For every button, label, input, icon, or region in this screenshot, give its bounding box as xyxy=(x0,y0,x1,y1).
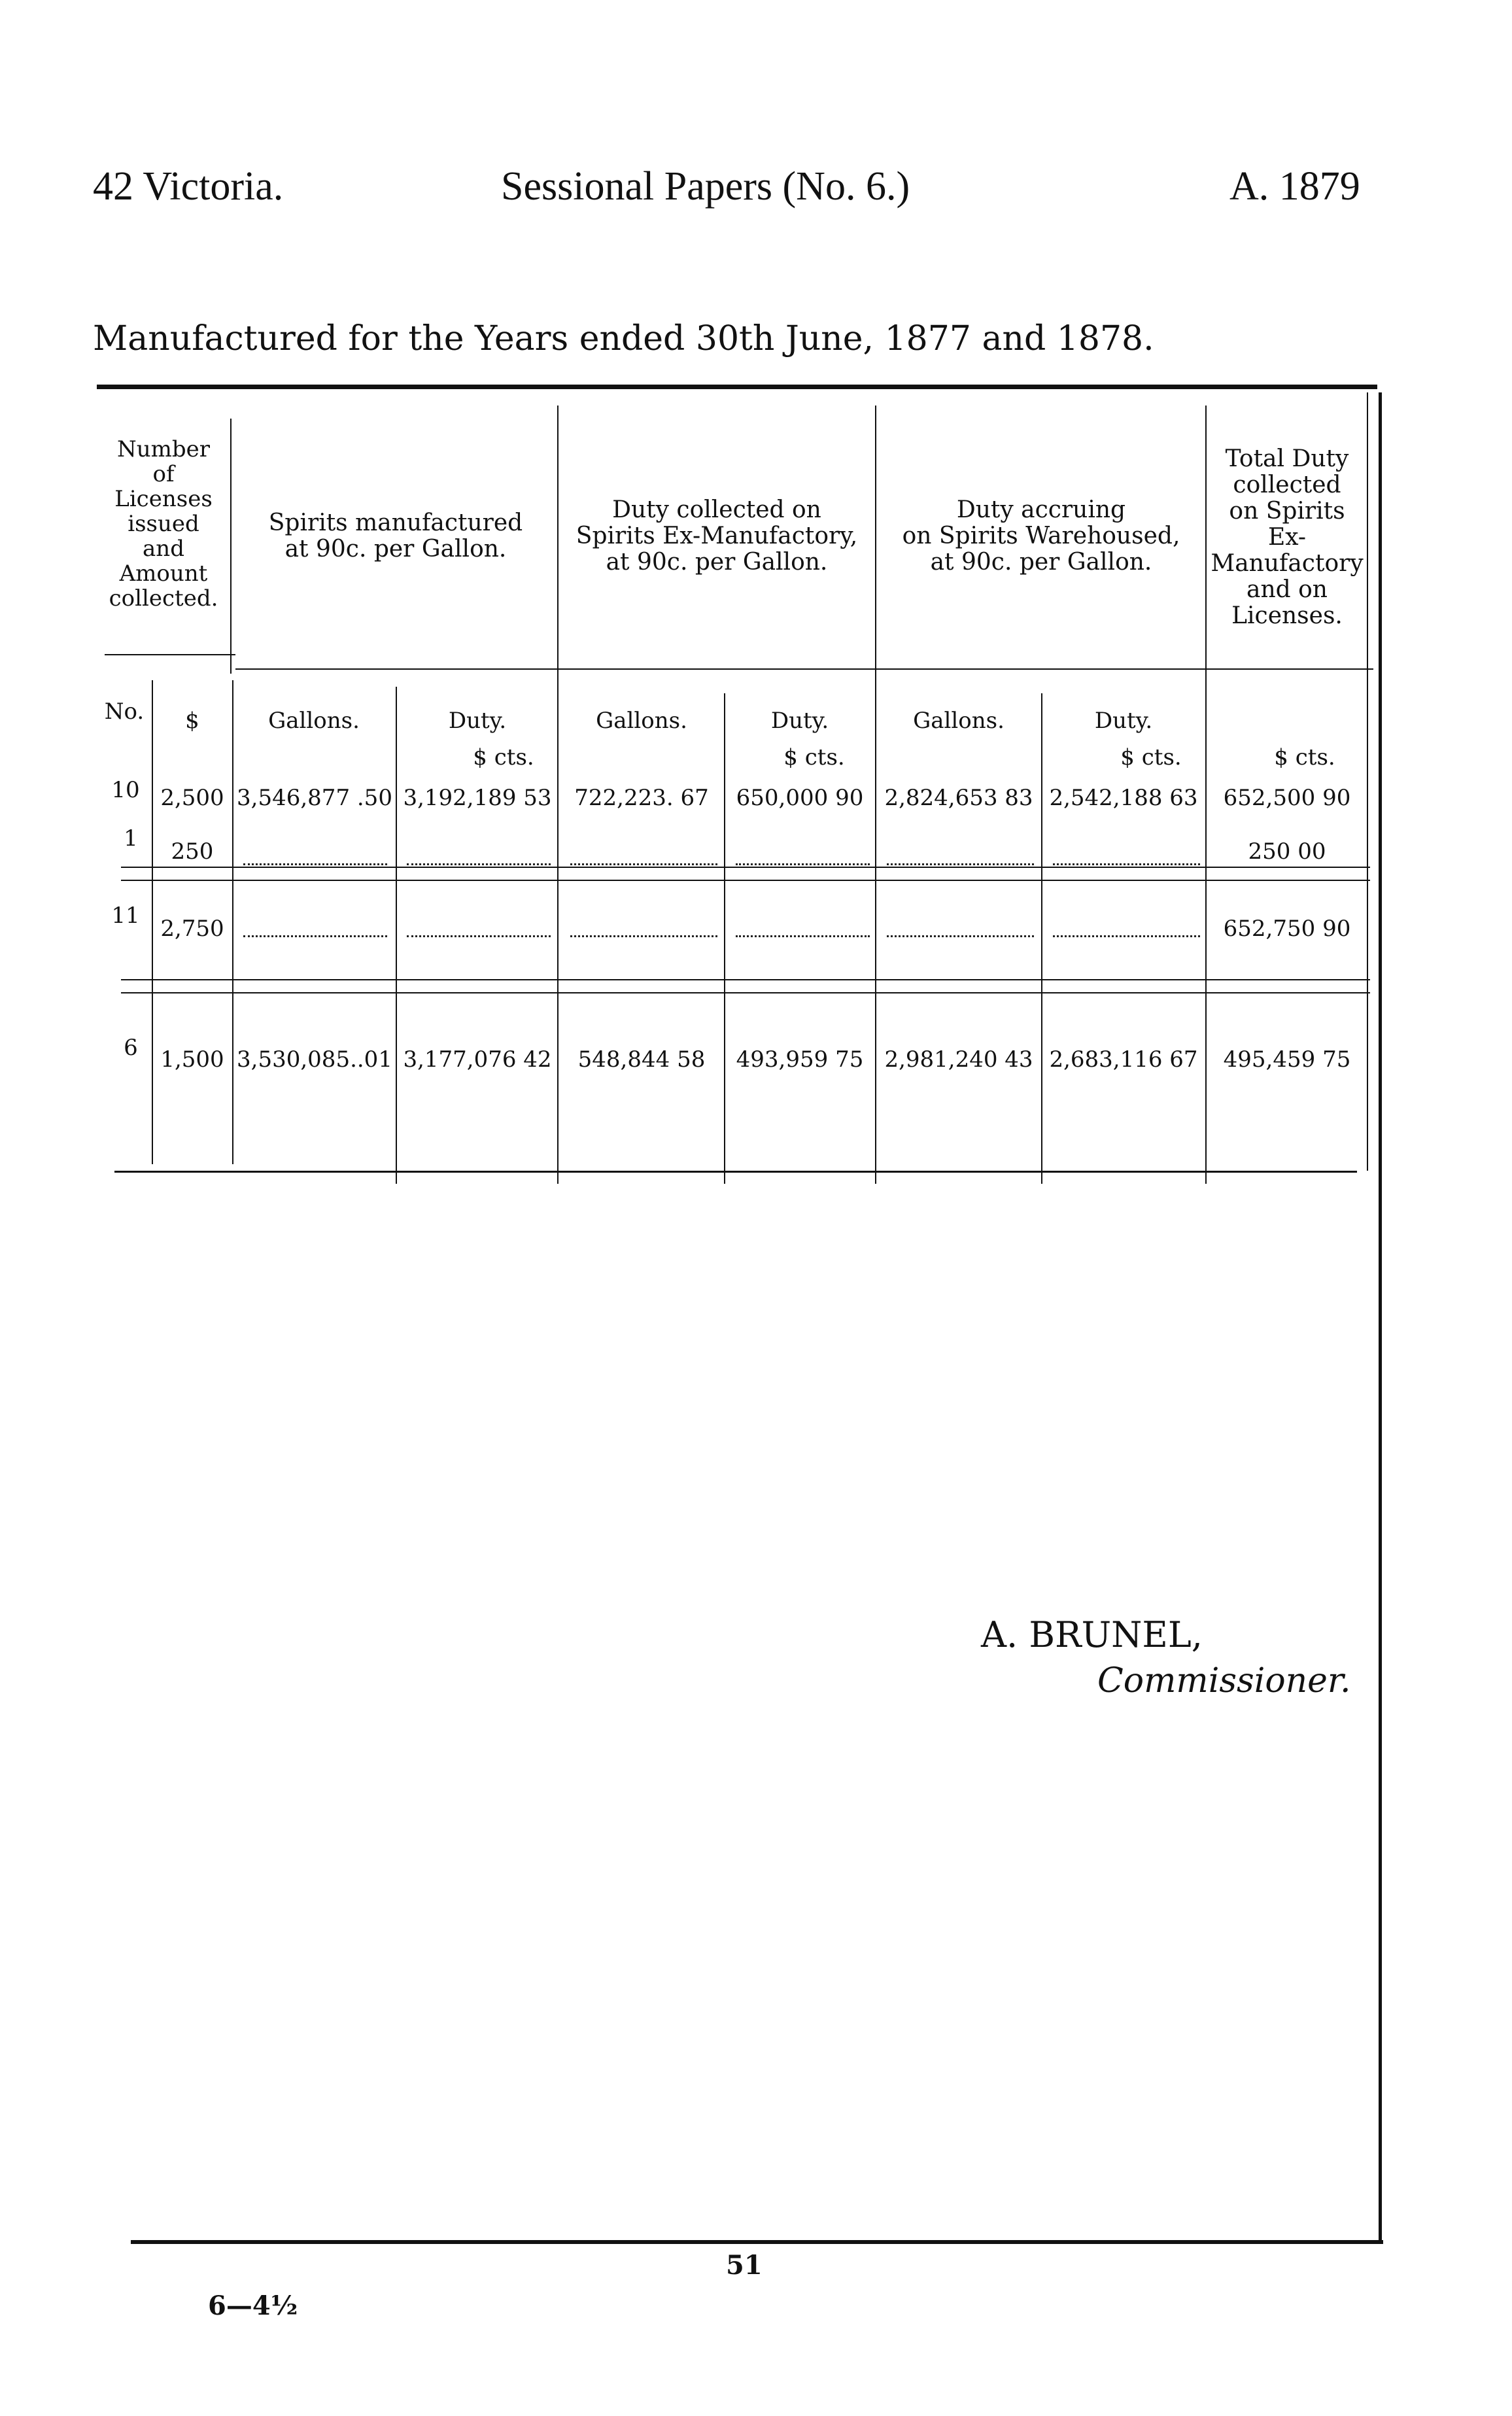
subheader-duty-2: Duty. xyxy=(770,708,829,734)
row2-dots-4 xyxy=(736,863,870,865)
col-rule-1 xyxy=(232,680,233,1164)
row3-dots-4 xyxy=(736,935,870,937)
row1-total: 652,500 90 xyxy=(1223,785,1351,811)
row2-dots-6 xyxy=(1053,863,1200,865)
subheader-cts-4: $ cts. xyxy=(1274,744,1335,770)
row1-gallons-2: 722,223. 67 xyxy=(574,785,709,811)
row4-gallons-3: 2,981,240 43 xyxy=(884,1046,1033,1073)
header-licenses: Number of Licenses issued and Amount collected. xyxy=(109,436,218,612)
row-rule-2b xyxy=(121,992,1370,993)
col-rule-7 xyxy=(1205,406,1207,1184)
col-rule-6 xyxy=(1041,693,1042,1184)
subheader-duty-3: Duty. xyxy=(1094,708,1153,734)
subheader-cts-1: $ cts. xyxy=(473,744,534,770)
page-right-border xyxy=(1379,392,1382,2243)
row3-dots-6 xyxy=(1053,935,1200,937)
row1-duty-3: 2,542,188 63 xyxy=(1049,785,1198,811)
row3-total: 652,750 90 xyxy=(1223,916,1351,942)
row4-no: 6 xyxy=(124,1035,138,1061)
col-rule-3 xyxy=(557,406,558,1184)
header-duty-accruing: Duty accruing on Spirits Warehoused, at 90c. per Gallon. xyxy=(902,496,1180,576)
signature-name: A. BRUNEL, xyxy=(981,1614,1203,1655)
row2-no: 1 xyxy=(124,825,138,852)
signature-role: Commissioner. xyxy=(1097,1661,1351,1700)
row1-gallons-3: 2,824,653 83 xyxy=(884,785,1033,811)
row4-duty-2: 493,959 75 xyxy=(736,1046,864,1073)
page-bottom-rule xyxy=(131,2240,1383,2244)
row3-dots-2 xyxy=(407,935,551,937)
row2-dots-2 xyxy=(407,863,551,865)
row1-duty-1: 3,192,189 53 xyxy=(403,785,552,811)
col-rule-2 xyxy=(396,687,397,1184)
col-rule-5 xyxy=(875,406,876,1184)
col-rule-right xyxy=(1367,392,1368,1171)
row3-dots-1 xyxy=(243,935,387,937)
row4-gallons-1: 3,530,085..01 xyxy=(237,1046,392,1073)
row-rule-1b xyxy=(121,880,1370,881)
header-center: Sessional Papers (No. 6.) xyxy=(501,164,910,209)
row3-amount: 2,750 xyxy=(160,916,224,942)
header-rule-left xyxy=(105,654,235,655)
row4-duty-3: 2,683,116 67 xyxy=(1049,1046,1198,1073)
row1-no: 10 xyxy=(111,777,140,803)
table-top-rule xyxy=(97,385,1377,389)
footer-page-number: 51 xyxy=(726,2250,763,2281)
row1-gallons-1: 3,546,877 .50 xyxy=(237,785,392,811)
subheader-duty-1: Duty. xyxy=(448,708,507,734)
row2-total: 250 00 xyxy=(1248,838,1326,865)
row4-total: 495,459 75 xyxy=(1223,1046,1351,1073)
header-rule xyxy=(235,668,1373,670)
row-rule-1 xyxy=(121,867,1370,868)
footer-signature-mark: 6—4½ xyxy=(208,2290,298,2321)
header-duty-collected: Duty collected on Spirits Ex-Manufactory, at 90c. per Gallon. xyxy=(576,496,858,576)
header-total: Total Duty collected on Spirits Ex- Manufactory and on Licenses. xyxy=(1211,445,1364,629)
subheader-cts-2: $ cts. xyxy=(783,744,845,770)
col-rule-no xyxy=(152,680,153,1164)
row4-duty-1: 3,177,076 42 xyxy=(403,1046,552,1073)
subheader-gallons-3: Gallons. xyxy=(913,708,1005,734)
row3-no: 11 xyxy=(111,903,140,929)
row-rule-2 xyxy=(121,979,1370,980)
header-spirits: Spirits manufactured at 90c. per Gallon. xyxy=(268,509,523,562)
subheader-cts-3: $ cts. xyxy=(1120,744,1182,770)
table-bottom-rule xyxy=(114,1171,1357,1173)
row4-amount: 1,500 xyxy=(160,1046,224,1073)
row3-dots-5 xyxy=(887,935,1034,937)
row2-dots-1 xyxy=(243,863,387,865)
header-right: A. 1879 xyxy=(1229,164,1360,209)
row4-gallons-2: 548,844 58 xyxy=(577,1046,706,1073)
row2-amount: 250 xyxy=(171,838,214,865)
row1-duty-2: 650,000 90 xyxy=(736,785,864,811)
col-rule-4 xyxy=(724,693,725,1184)
row2-dots-3 xyxy=(570,863,717,865)
subheader-gallons-2: Gallons. xyxy=(596,708,687,734)
subheader-no: No. xyxy=(104,699,145,725)
subheader-dollar: $ xyxy=(185,708,199,734)
subheader-gallons-1: Gallons. xyxy=(268,708,360,734)
row2-dots-5 xyxy=(887,863,1034,865)
table-title: Manufactured for the Years ended 30th June, 1877 and 1878. xyxy=(93,319,1154,358)
col-rule-1-head xyxy=(230,419,232,674)
row1-amount: 2,500 xyxy=(160,785,224,811)
header-left: 42 Victoria. xyxy=(93,164,284,209)
row3-dots-3 xyxy=(570,935,717,937)
